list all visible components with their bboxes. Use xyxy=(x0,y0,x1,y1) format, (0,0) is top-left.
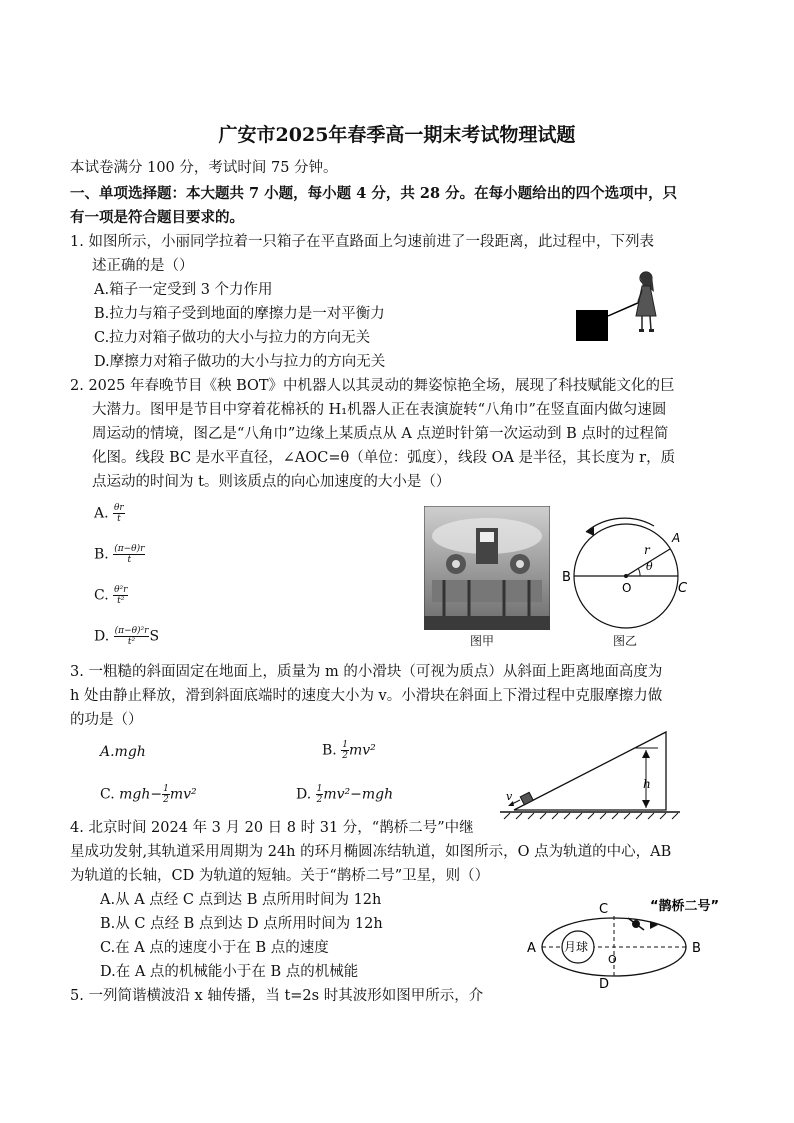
q1-option-c: C.拉力对箱子做功的大小与拉力的方向无关 xyxy=(94,330,371,346)
label-v: v xyxy=(506,790,513,803)
q3-option-c: C. mgh− $\frac{1}{2}$ mv² xyxy=(100,784,197,805)
q4-orbit-diagram xyxy=(524,892,724,992)
q3-option-d: D. $\frac{1}{2}$ mv²−mgh xyxy=(296,784,394,805)
q2-option-b: B. $\frac{(\pi-\theta)r}{t}$ xyxy=(94,544,145,565)
label-h: h xyxy=(643,777,651,791)
label-c: C xyxy=(678,581,688,596)
label-theta: θ xyxy=(646,560,653,573)
q2-stem-5: 点运动的时间为 t。则该质点的向心加速度的大小是（） xyxy=(92,474,451,490)
q4-option-b: B.从 C 点经 B 点到达 D 点所用时间为 12h xyxy=(100,916,383,932)
orbit-label-c: C xyxy=(599,902,609,917)
q2-option-a: A. $\frac{\theta r}{t}$ xyxy=(94,503,124,524)
fig-jia-caption: 图甲 xyxy=(470,634,495,648)
satellite-label: “鹊桥二号” xyxy=(650,899,720,914)
q4-option-a: A.从 A 点经 C 点到达 B 点所用时间为 12h xyxy=(100,892,382,908)
q2-photo-jia xyxy=(424,506,550,630)
intro-text: 本试卷满分 100 分，考试时间 75 分钟。 xyxy=(70,160,338,176)
box-shape xyxy=(576,310,608,341)
q2-option-d: D. $\frac{\text{(π−θ)²r}}{\text{t²}}$ S xyxy=(94,626,160,647)
page-title: 广安市2025年春季高一期末考试物理试题 xyxy=(218,124,576,146)
slider-block xyxy=(520,792,533,805)
label-b: B xyxy=(562,570,571,585)
orbit-label-d: D xyxy=(599,977,610,992)
label-a: A xyxy=(672,531,681,545)
q2-stem-4: 化图。线段 BC 是水平直径，∠AOC=θ（单位：弧度），线段 OA 是半径，其长度为 r，质 xyxy=(92,450,676,466)
q2-stem-3: 周运动的情境，图乙是“八角巾”边缘上某质点从 A 点逆时针第一次运动到 B 点时的过程简 xyxy=(92,426,669,442)
q4-stem-3: 为轨道的长轴，CD 为轨道的短轴。关于“鹊桥二号”卫星，则（） xyxy=(70,868,490,884)
orbit-label-a: A xyxy=(527,941,536,956)
q3-stem-2: h 处由静止释放，滑到斜面底端时的速度大小为 v。小滑块在斜面上下滑过程中克服摩擦力做 xyxy=(70,688,663,704)
q1-stem: 1. 如图所示，小丽同学拉着一只箱子在平直路面上匀速前进了一段距离，此过程中，下列表 xyxy=(70,234,654,250)
q4-option-c: C.在 A 点的速度小于在 B 点的速度 xyxy=(100,940,329,956)
direction-arrow xyxy=(586,518,654,532)
orbit-label-b: B xyxy=(692,941,701,956)
q3-option-b: B. $\frac{1}{2}$ mv² xyxy=(322,740,376,761)
moon-label: 月球 xyxy=(564,940,589,954)
q5-stem: 5. 一列简谐横波沿 x 轴传播，当 t=2s 时其波形如图甲所示，介 xyxy=(70,988,484,1004)
pull-rope xyxy=(608,302,640,316)
q1-option-d: D.摩擦力对箱子做功的大小与拉力的方向无关 xyxy=(94,354,386,370)
q4-option-d: D.在 A 点的机械能小于在 B 点的机械能 xyxy=(100,964,359,980)
q2-stem-2: 大潜力。图甲是节目中穿着花棉袄的 H₁机器人正在表演旋转“八角巾”在竖直面内做匀速圆 xyxy=(92,402,667,418)
section-heading-cont: 有一项是符合题目要求的。 xyxy=(70,209,244,226)
q4-stem-2: 星成功发射,其轨道采用周期为 24h 的环月椭圆冻结轨道，如图所示，O 点为轨道的中心，AB xyxy=(70,844,672,860)
q4-stem: 4. 北京时间 2024 年 3 月 20 日 8 时 31 分，“鹊桥二号”中继 xyxy=(70,820,474,836)
fig-yi-caption: 图乙 xyxy=(613,634,638,648)
q1-stem-cont: 述正确的是（） xyxy=(92,258,194,274)
q1-option-b: B.拉力与箱子受到地面的摩擦力是一对平衡力 xyxy=(94,306,385,322)
q3-incline-diagram xyxy=(500,724,700,824)
label-r: r xyxy=(644,543,650,557)
q2-option-c: C. $\frac{\text{θ²r}}{\text{t²}}$ xyxy=(94,585,128,606)
girl-icon xyxy=(636,272,656,332)
q1-figure xyxy=(570,266,680,346)
q2-circle-diagram xyxy=(556,514,706,634)
q3-stem-3: 的功是（） xyxy=(70,712,143,728)
q2-stem: 2. 2025 年春晚节目《秧 BOT》中机器人以其灵动的舞姿惊艳全场，展现了科技赋能文化的巨 xyxy=(70,378,675,394)
q1-option-a: A.箱子一定受到 3 个力作用 xyxy=(94,282,273,298)
q3-option-a: A.mgh xyxy=(100,744,146,760)
incline-shape xyxy=(514,732,666,810)
label-o: O xyxy=(622,581,632,595)
section-heading: 一、单项选择题：本大题共 7 小题，每小题 4 分，共 28 分。在每小题给出的四个选项中，只 xyxy=(70,185,678,202)
q3-stem: 3. 一粗糙的斜面固定在地面上，质量为 m 的小滑块（可视为质点）从斜面上距离地面高度为 xyxy=(70,664,663,680)
orbit-label-o: O xyxy=(608,953,617,966)
